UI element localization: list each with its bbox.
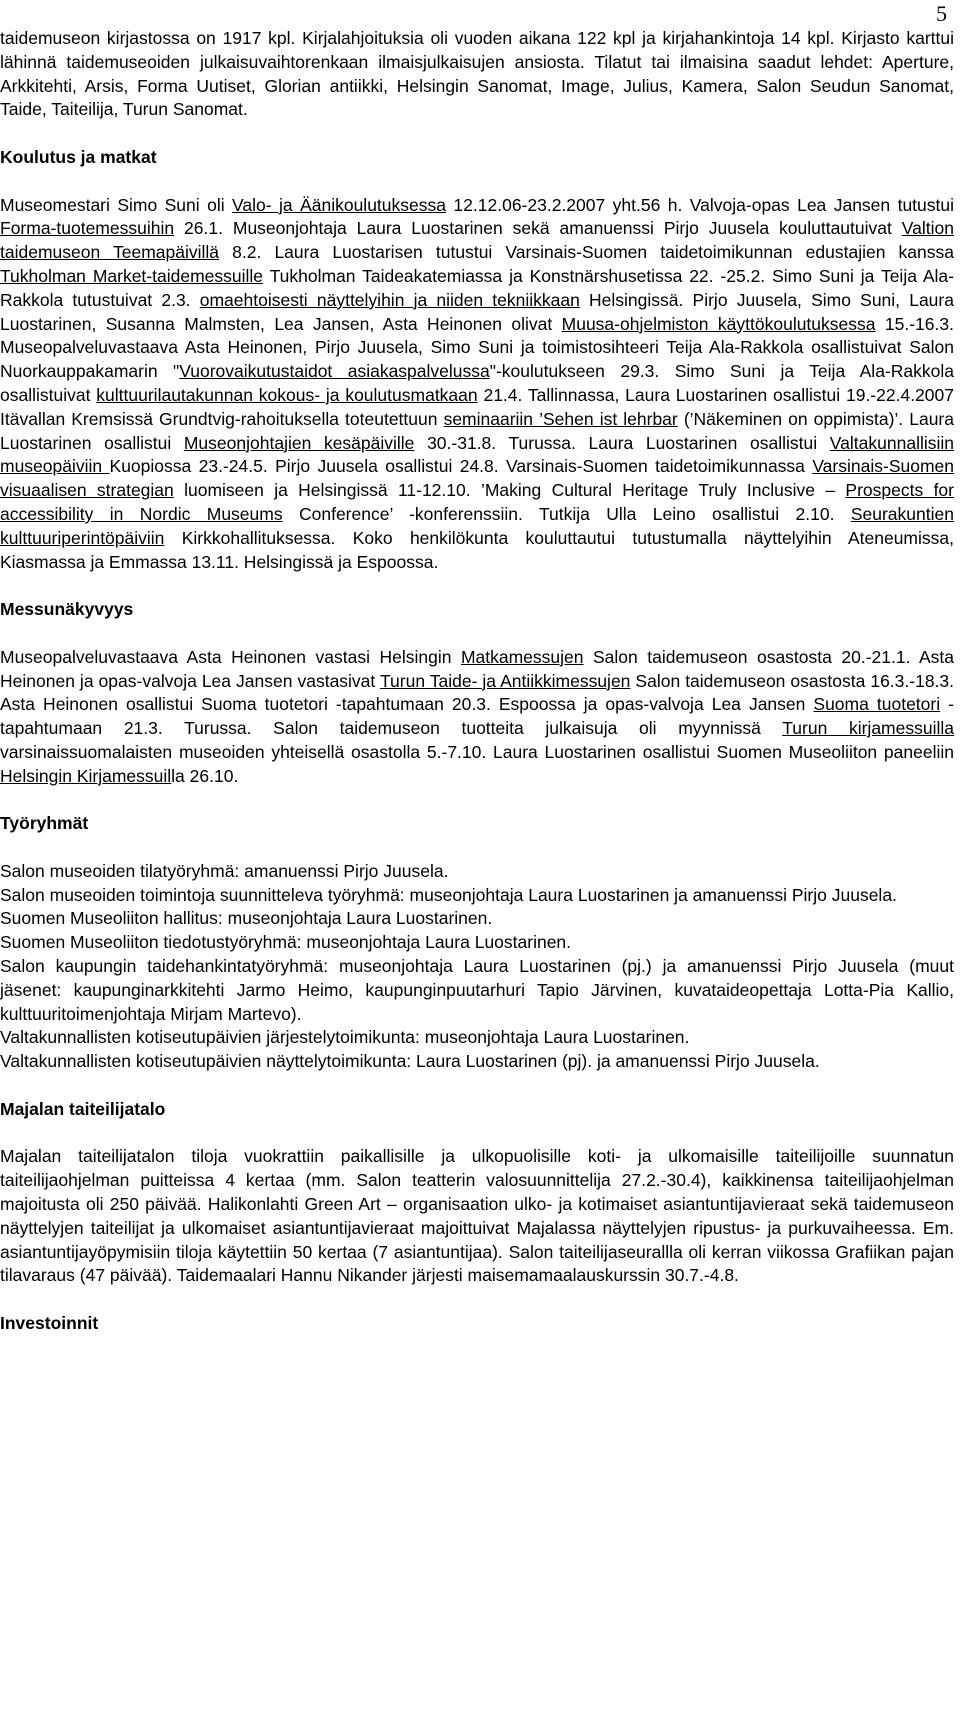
underlined-reference: Varsinais-Suomen visuaalisen strategian [0,456,954,501]
underlined-reference: Seurakuntien kulttuuriperintöpäiviin [0,503,954,548]
underlined-reference: Muusa-ohjelmiston käyttökoulutuksessa [561,313,876,334]
underlined-reference: Turun kirjamessuilla [782,718,954,739]
underlined-reference: Valtion taidemuseon Teemapäivillä [0,218,954,263]
tyoryhmat-item: Salon museoiden tilatyöryhmä: amanuenssi Pirjo Juusela. [0,860,449,881]
tyoryhmat-item: Valtakunnallisten kotiseutupäivien näyttelytoimikunta: Laura Luostarinen (pj). ja amanuenssi Pirjo Juusela. [0,1051,820,1072]
tyoryhmat-item: Salon museoiden toimintoja suunnitteleva työryhmä: museonjohtaja Laura Luostarinen ja amanuenssi Pirjo Juusela. [0,884,897,905]
tyoryhmat-item: Suomen Museoliiton tiedotustyöryhmä: museonjohtaja Laura Luostarinen. [0,932,572,953]
investoinnit-heading: Investoinnit [0,1313,99,1334]
underlined-reference: Helsingin Kirjamessuil [0,765,172,786]
tyoryhmat-item: Salon kaupungin taidehankintatyöryhmä: museonjohtaja Laura Luostarinen (pj.) ja amanuenssi Pirjo Juusela (muut jäsenet: kaupunginarkkitehti Jarmo Heimo, kaupunginpuutarhuri Tapio Järvinen, kuvataideopettaja Lotta-Pia Kallio, kulttuuritoimenjohtaja Mirjam Martevo). [0,956,954,1024]
underlined-reference: Tukholman Market-taidemessuille [0,265,264,286]
intro-paragraph: taidemuseon kirjastossa on 1917 kpl. Kirjalahjoituksia oli vuoden aikana 122 kpl ja kirjahankintoja 14 kpl. Kirjasto karttui lähinnä taidemuseoiden julkaisuvaihtorenkaan ilmaisjulkaisujen ansiosta. Tilatut tai ilmaisina saadut lehdet: Aperture, Arkkitehti, Arsis, Forma Uutiset, Glorian antiikki, Helsingin Sanomat, Image, Julius, Kamera, Salon Seudun Sanomat, Taide, Taiteilija, Turun Sanomat. [0,28,954,120]
underlined-reference: Vuorovaikutustaidot asiakaspalvelussa [179,361,490,382]
underlined-reference: omaehtoisesti näyttelyihin ja niiden tekniikkaan [199,289,580,310]
page-number: 5 [936,1,947,26]
underlined-reference: Prospects for accessibility in Nordic Museums [0,480,954,524]
underlined-reference: Museonjohtajien kesäpäiville [183,432,415,453]
document-body [0,27,954,1336]
tyoryhmat-item: Valtakunnallisten kotiseutupäivien järjestelytoimikunta: museonjohtaja Laura Luostarinen. [0,1027,690,1048]
majala-paragraph: Majalan taiteilijatalon tiloja vuokrattiin paikallisille ja ulkopuolisille koti- ja ulkomaisille taiteilijoille suunnatun taiteilijaohjelman puitteissa 4 kertaa (mm. Salon teatterin valosuunnittelija 27.2.-30.4), kaikkinensa taiteilijaohjelman majoitusta oli 250 päivää. Halikonlahti Green Art – organisaation ulko- ja kotimaiset asiantuntijavieraat sekä taidemuseon näyttelyjen taiteilijat ja ulkomaiset asiantuntijavieraat majoittuivat Majalassa näyttelyjen ripustus- ja purkuvaiheessa. Em. asiantuntijayöpymisiin tiloja käytettiin 50 kertaa (7 asiantuntijaa). Salon taiteilijaseurallla oli kerran viikossa Grafiikan pajan tilavaraus (47 päivää). Taidemaalari Hannu Nikander järjesti maisemamaalauskurssin 30.7.-4.8. [0,1146,954,1286]
tyoryhmat-heading: Työryhmät [0,813,89,834]
underlined-reference: Valo- ja Äänikoulutuksessa [232,194,446,215]
koulutus-heading: Koulutus ja matkat [0,146,157,167]
messu-heading: Messunäkyvyys [0,599,134,620]
underlined-reference: Suoma tuotetori [813,694,941,715]
tyoryhmat-item: Suomen Museoliiton hallitus: museonjohtaja Laura Luostarinen. [0,908,493,929]
underlined-reference: kulttuurilautakunnan kokous- ja koulutusmatkaan [96,384,478,405]
koulutus-paragraph: Museomestari Simo Suni oli Valo- ja Äänikoulutuksessa 12.12.06-23.2.2007 yht.56 h. Valvoja-opas Lea Jansen tutustui Forma-tuotemessuihin 26.1. Museonjohtaja Laura Luostarinen sekä amanuenssi Pirjo Juusela kouluttautuivat Valtion taidemuseon Teemapäivillä 8.2. Laura Luostarisen tutustui Varsinais-Suomen taidetoimikunnan edustajien kanssa Tukholman Market-taidemessuille Tukholman Taideakatemiassa ja Konstnärshusetissa 22. -25.2. Simo Suni ja Teija Ala-Rakkola tutustuivat 2.3. omaehtoisesti näyttelyihin ja niiden tekniikkaan Helsingissä. Pirjo Juusela, Simo Suni, Laura Luostarinen, Susanna Malmsten, Lea Jansen, Asta Heinonen olivat Muusa-ohjelmiston käyttökoulutuksessa 15.-16.3. Museopalveluvastaava Asta Heinonen, Pirjo Juusela, Simo Suni ja toimistosihteeri Teija Ala-Rakkola osallistuivat Salon Nuorkauppakamarin "Vuorovaikutustaidot asiakaspalvelussa"-koulutukseen 29.3. Simo Suni ja Teija Ala-Rakkola osallistuivat kulttuurilautakunnan kokous- ja koulutusmatkaan 21.4. Tallinnassa, Laura Luostarinen osallistui 19.-22.4.2007 Itävallan Kremsissä Grundtvig-rahoituksella toteutettuun seminaariin ’Sehen ist lehrbar (’Näkeminen on oppimista)’. Laura Luostarinen osallistui Museonjohtajien kesäpäiville 30.-31.8. Turussa. Laura Luostarinen osallistui Valtakunnallisiin museopäiviin Kuopiossa 23.-24.5. Pirjo Juusela osallistui 24.8. Varsinais-Suomen taidetoimikunnassa Varsinais-Suomen visuaalisen strategian luomiseen ja Helsingissä 11-12.10. ’Making Cultural Heritage Truly Inclusive – Prospects for accessibility in Nordic Museums Conference’ -konferenssiin. Tutkija Ulla Leino osallistui 2.10. Seurakuntien kulttuuriperintöpäiviin Kirkkohallituksessa. Koko henkilökunta kouluttautui tutustumalla näyttelyihin Ateneumissa, Kiasmassa ja Emmassa 13.11. Helsingissä ja Espoossa. [0,194,955,572]
messu-paragraph: Museopalveluvastaava Asta Heinonen vastasi Helsingin Matkamessujen Salon taidemuseon osastosta 20.-21.1. Asta Heinonen ja opas-valvoja Lea Jansen vastasivat Turun Taide- ja Antiikkimessujen Salon taidemuseon osastosta 16.3.-18.3. Asta Heinonen osallistui Suoma tuotetori -tapahtumaan 20.3. Espoossa ja opas-valvoja Lea Jansen Suoma tuotetori -tapahtumaan 21.3. Turussa. Salon taidemuseon tuotteita julkaisuja oli myynnissä Turun kirjamessuilla varsinaissuomalaisten museoiden yhteisellä osastolla 5.-7.10. Laura Luostarinen osallistui Suomen Museoliiton paneeliin Helsingin Kirjamessuilla 26.10. [0,646,955,786]
underlined-reference: Matkamessujen [460,646,584,667]
underlined-reference: Valtakunnallisiin museopäiviin [0,432,954,477]
underlined-reference: Forma-tuotemessuihin [0,218,175,239]
underlined-reference: seminaariin ’Sehen ist lehrbar [443,408,678,429]
underlined-reference: Turun Taide- ja Antiikkimessujen [379,670,631,691]
majala-heading: Majalan taiteilijatalo [0,1098,166,1119]
